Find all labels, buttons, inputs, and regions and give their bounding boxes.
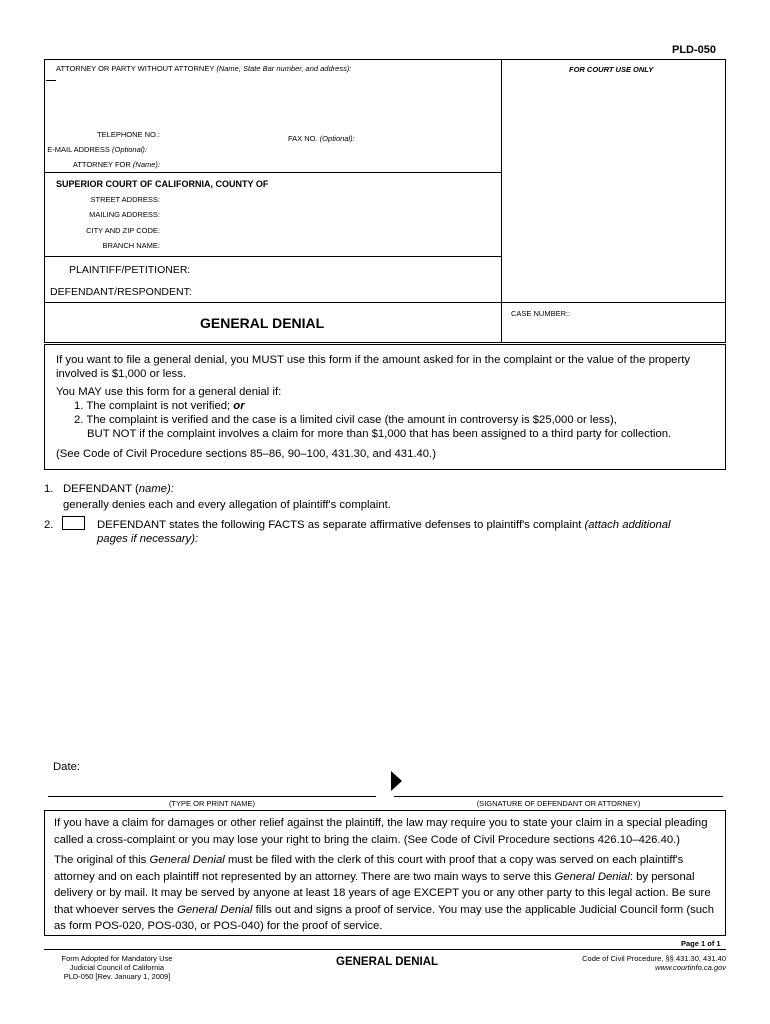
print-name-line[interactable] [48,796,376,797]
street-address-label: STREET ADDRESS: [90,195,160,204]
footer-code-line: Code of Civil Procedure, §§ 431.30, 431.40 [582,954,726,963]
date-field[interactable] [85,758,285,774]
item1-denial-text: generally denies each and every allegation of plaintiff's complaint. [63,499,391,511]
notice-p2-line1: The original of this General Denial must be filed with the clerk of this court with proof that a copy was served on each plaintiff's [54,854,684,866]
footer-title: GENERAL DENIAL [336,956,439,968]
attorney-label: ATTORNEY OR PARTY WITHOUT ATTORNEY (Name, State Bar number, and address): [56,64,352,73]
plaintiff-label: PLAINTIFF/PETITIONER: [69,264,191,276]
footer-code [520,954,726,972]
page-number: Page 1 of 1 [681,939,721,948]
city-zip-label: CITY AND ZIP CODE: [86,226,160,235]
divider-parties [44,256,501,257]
notice-p2-line3: delivery or by mail. It may be served by anyone at least 18 years of age EXCEPT you or any other party to this legal action. Be sure [54,887,711,899]
signature-line[interactable] [394,796,723,797]
footer-url[interactable]: www.courtinfo.ca.gov [655,963,726,972]
instructions-line2: involved is $1,000 or less. [56,368,186,380]
footer-adopted [44,954,190,981]
form-title: GENERAL DENIAL [200,315,325,331]
instructions-item2-line1: 2. The complaint is verified and the case is a limited civil case (the amount in controversy is $25,000 or less), [74,414,617,426]
court-use-divider [501,59,502,343]
instructions-text [56,353,722,461]
affirmative-defenses-area[interactable] [97,550,717,740]
mailing-address-label: MAILING ADDRESS: [89,210,160,219]
signature-label: (SIGNATURE OF DEFENDANT OR ATTORNEY) [476,799,641,808]
item2-text: DEFENDANT states the following FACTS as separate affirmative defenses to plaintiff's complaint (attach additional [97,519,671,531]
footer-adopted-line3: PLD-050 [Rev. January 1, 2009] [63,972,171,981]
notice-p2-line5: as form POS-020, POS-030, or POS-040) for the proof of service. [54,920,383,932]
type-name-label: (TYPE OR PRINT NAME) [168,799,256,808]
branch-name-label: BRANCH NAME: [102,241,160,250]
divider-court [44,172,501,173]
instructions-line3: You MAY use this form for a general denial if: [56,386,282,398]
form-id: PLD-050 [672,44,717,56]
instructions-item1: 1. The complaint is not verified; or [74,400,245,412]
case-number-label: CASE NUMBER:: [511,309,571,318]
signature-arrow-icon [391,771,403,791]
date-label: Date: [53,761,81,773]
item1-defendant-label: DEFENDANT (name): [63,483,174,495]
attorney-for-label: ATTORNEY FOR (Name): [72,160,160,169]
notice-p2-line4: that whoever serves the General Denial fills out and signs a proof of service. You may use the applicable Judicial Council form (such [54,903,714,916]
telephone-label: TELEPHONE NO.: [97,130,160,139]
attorney-name-tick [46,80,56,81]
court-title: SUPERIOR COURT OF CALIFORNIA, COUNTY OF [56,179,269,189]
email-label: E-MAIL ADDRESS (Optional): [47,145,147,154]
notice-p1-line2: called a cross-complaint or you may lose your right to bring the claim. (See Code of Civil Procedure sections 426.10–426.40.) [54,833,681,846]
instructions-line1: If you want to file a general denial, you MUST use this form if the amount asked for in the complaint or the value of the property [56,354,691,366]
footer-adopted-line1: Form Adopted for Mandatory Use [61,954,173,963]
notice-p1-line1: If you have a claim for damages or other relief against the plaintiff, the law may require you to state your claim in a special pleading [54,817,708,829]
notice-p2-line2: attorney and on each plaintiff not represented by an attorney. There are two main ways to serve this General Denial: by personal [54,870,695,883]
court-use-label: FOR COURT USE ONLY [569,65,654,74]
instructions-see-code: (See Code of Civil Procedure sections 85–86, 90–100, 431.30, and 431.40.) [56,448,436,460]
item2-checkbox[interactable] [62,516,85,530]
instructions-item2-line2: BUT NOT if the complaint involves a claim for more than $1,000 that has been assigned to a third party for collection. [87,428,672,440]
item2-number: 2. [44,519,54,531]
fax-label: FAX NO. (Optional): [288,134,355,143]
item2-hint: pages if necessary): [97,533,199,545]
defendant-label: DEFENDANT/RESPONDENT: [50,286,192,298]
notice-text [54,815,724,935]
footer-rule [44,949,726,950]
divider-title [44,302,726,303]
footer-adopted-line2: Judicial Council of California [69,963,165,972]
item1-number: 1. [44,483,54,495]
